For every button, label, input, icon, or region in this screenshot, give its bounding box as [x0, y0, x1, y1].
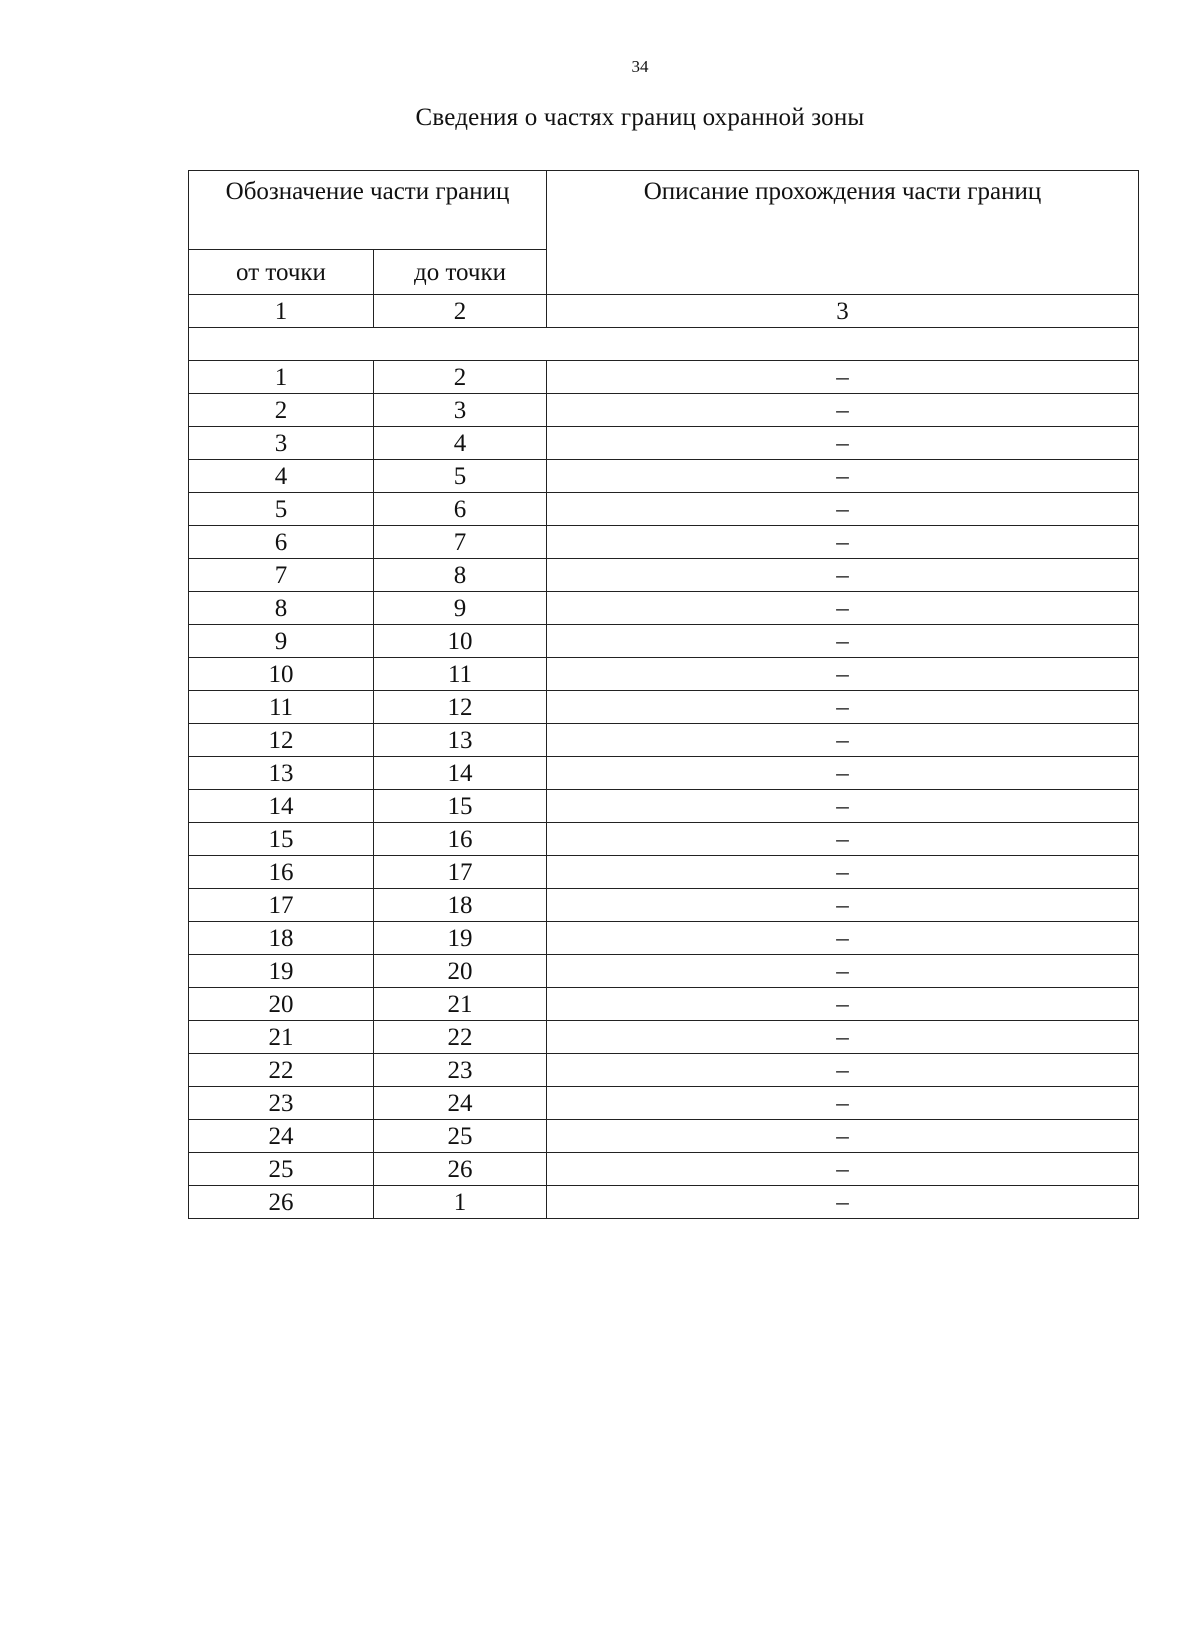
table-row [189, 658, 1139, 691]
to-point-cell: 23 [374, 1054, 547, 1087]
from-point-cell: 25 [189, 1153, 374, 1186]
table-row [189, 856, 1139, 889]
table-row [189, 1087, 1139, 1120]
from-point-cell: 14 [189, 790, 374, 823]
column-number-2: 2 [374, 295, 547, 328]
to-point-cell: 6 [374, 493, 547, 526]
description-cell: – [547, 955, 1139, 988]
description-cell: – [547, 757, 1139, 790]
description-cell: – [547, 1054, 1139, 1087]
header-from-point: от точки [189, 250, 374, 295]
from-point-cell: 6 [189, 526, 374, 559]
to-point-cell: 2 [374, 361, 547, 394]
table-row [189, 922, 1139, 955]
to-point-cell: 21 [374, 988, 547, 1021]
description-cell: – [547, 856, 1139, 889]
from-point-cell: 5 [189, 493, 374, 526]
table-row [189, 394, 1139, 427]
description-cell: – [547, 691, 1139, 724]
header-boundary-description: Описание прохождения части границ [547, 171, 1139, 295]
description-cell: – [547, 526, 1139, 559]
from-point-cell: 15 [189, 823, 374, 856]
to-point-cell: 25 [374, 1120, 547, 1153]
description-cell: – [547, 1153, 1139, 1186]
from-point-cell: 26 [189, 1186, 374, 1219]
to-point-cell: 22 [374, 1021, 547, 1054]
to-point-cell: 5 [374, 460, 547, 493]
to-point-cell: 4 [374, 427, 547, 460]
description-cell: – [547, 1021, 1139, 1054]
description-cell: – [547, 460, 1139, 493]
description-cell: – [547, 592, 1139, 625]
description-cell: – [547, 1120, 1139, 1153]
header-boundary-designation: Обозначение части границ [189, 171, 547, 250]
description-cell: – [547, 361, 1139, 394]
description-cell: – [547, 625, 1139, 658]
column-number-row [189, 295, 1139, 328]
description-cell: – [547, 559, 1139, 592]
to-point-cell: 17 [374, 856, 547, 889]
column-number-3: 3 [547, 295, 1139, 328]
to-point-cell: 24 [374, 1087, 547, 1120]
page-title: Сведения о частях границ охранной зоны [415, 104, 865, 131]
from-point-cell: 8 [189, 592, 374, 625]
table-row [189, 460, 1139, 493]
from-point-cell: 3 [189, 427, 374, 460]
description-cell: – [547, 988, 1139, 1021]
from-point-cell: 23 [189, 1087, 374, 1120]
table-row [189, 1021, 1139, 1054]
description-cell: – [547, 823, 1139, 856]
to-point-cell: 10 [374, 625, 547, 658]
empty-section-row [189, 328, 1139, 361]
to-point-cell: 16 [374, 823, 547, 856]
header-to-point: до точки [374, 250, 547, 295]
from-point-cell: 18 [189, 922, 374, 955]
description-cell: – [547, 889, 1139, 922]
from-point-cell: 1 [189, 361, 374, 394]
to-point-cell: 13 [374, 724, 547, 757]
table-row [189, 1120, 1139, 1153]
description-cell: – [547, 1186, 1139, 1219]
from-point-cell: 22 [189, 1054, 374, 1087]
to-point-cell: 19 [374, 922, 547, 955]
description-cell: – [547, 724, 1139, 757]
table-row [189, 493, 1139, 526]
table-row [189, 361, 1139, 394]
table-row [189, 1186, 1139, 1219]
table-row [189, 1054, 1139, 1087]
to-point-cell: 8 [374, 559, 547, 592]
from-point-cell: 2 [189, 394, 374, 427]
page-number: 34 [631, 57, 649, 76]
table-row [189, 559, 1139, 592]
from-point-cell: 11 [189, 691, 374, 724]
from-point-cell: 9 [189, 625, 374, 658]
table-row [189, 625, 1139, 658]
from-point-cell: 19 [189, 955, 374, 988]
from-point-cell: 10 [189, 658, 374, 691]
table-row [189, 526, 1139, 559]
boundary-parts-table [188, 170, 1139, 1219]
to-point-cell: 18 [374, 889, 547, 922]
description-cell: – [547, 922, 1139, 955]
table-row [189, 724, 1139, 757]
to-point-cell: 26 [374, 1153, 547, 1186]
table-row [189, 988, 1139, 1021]
from-point-cell: 24 [189, 1120, 374, 1153]
to-point-cell: 14 [374, 757, 547, 790]
to-point-cell: 12 [374, 691, 547, 724]
table-row [189, 427, 1139, 460]
from-point-cell: 12 [189, 724, 374, 757]
table-row [189, 691, 1139, 724]
description-cell: – [547, 394, 1139, 427]
table-row [189, 955, 1139, 988]
header-row-group [189, 171, 1139, 250]
empty-section-cell [189, 328, 1139, 361]
from-point-cell: 7 [189, 559, 374, 592]
from-point-cell: 16 [189, 856, 374, 889]
to-point-cell: 3 [374, 394, 547, 427]
description-cell: – [547, 1087, 1139, 1120]
table-row [189, 889, 1139, 922]
from-point-cell: 20 [189, 988, 374, 1021]
from-point-cell: 13 [189, 757, 374, 790]
to-point-cell: 9 [374, 592, 547, 625]
from-point-cell: 17 [189, 889, 374, 922]
from-point-cell: 4 [189, 460, 374, 493]
from-point-cell: 21 [189, 1021, 374, 1054]
table-row [189, 823, 1139, 856]
description-cell: – [547, 790, 1139, 823]
description-cell: – [547, 493, 1139, 526]
table-row [189, 592, 1139, 625]
description-cell: – [547, 427, 1139, 460]
to-point-cell: 20 [374, 955, 547, 988]
column-number-1: 1 [189, 295, 374, 328]
to-point-cell: 1 [374, 1186, 547, 1219]
to-point-cell: 7 [374, 526, 547, 559]
to-point-cell: 15 [374, 790, 547, 823]
table-row [189, 790, 1139, 823]
description-cell: – [547, 658, 1139, 691]
table-row [189, 757, 1139, 790]
table-row [189, 1153, 1139, 1186]
to-point-cell: 11 [374, 658, 547, 691]
